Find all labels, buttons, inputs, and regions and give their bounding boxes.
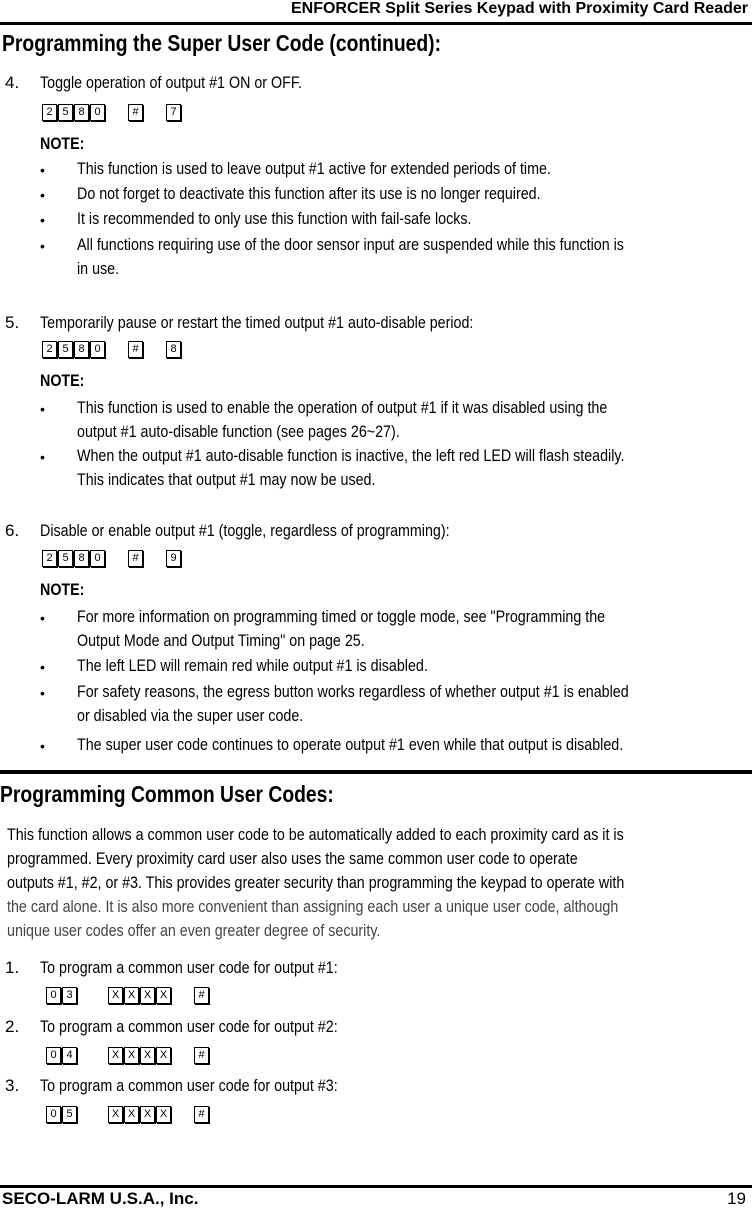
key-sequence	[46, 1047, 210, 1064]
keypad-key: X	[156, 987, 171, 1004]
bullet-glyph: •	[40, 738, 45, 754]
keypad-key: 0	[46, 1106, 61, 1123]
keypad-key: X	[124, 1047, 139, 1064]
note-bullet: This function is used to leave output #1 active for extended periods of time.	[77, 159, 551, 178]
step-text: Toggle operation of output #1 ON or OFF.	[40, 73, 302, 92]
note-bullet: The super user code continues to operate output #1 even while that output is disabled.	[77, 735, 624, 754]
step-number: 1.	[5, 958, 20, 977]
key-group	[46, 1047, 78, 1064]
keypad-key: 8	[74, 550, 89, 567]
paragraph-line: This function allows a common user code to be automatically added to each proximity card as it is	[7, 825, 624, 844]
bullet-glyph: •	[40, 401, 45, 417]
keypad-key: 3	[62, 987, 77, 1004]
key-group	[108, 987, 172, 1004]
keypad-key: 0	[46, 1047, 61, 1064]
page-number: 19	[727, 1189, 746, 1208]
key-group	[46, 987, 78, 1004]
keypad-key: #	[128, 104, 143, 121]
note-label: NOTE:	[40, 580, 85, 599]
keypad-key: X	[140, 1047, 155, 1064]
note-bullet: For more information on programming timed or toggle mode, see "Programming the Output Mode and Output Timing" on page 25.	[77, 607, 606, 650]
step-text: To program a common user code for output #1:	[40, 958, 338, 977]
note-bullet: Do not forget to deactivate this function after its use is no longer required.	[77, 184, 541, 203]
note-bullet: All functions requiring use of the door sensor input are suspended while this function is in use.	[77, 235, 624, 278]
keypad-key: #	[128, 341, 143, 358]
note-label: NOTE:	[40, 371, 85, 390]
keypad-key: X	[108, 1106, 123, 1123]
step-number: 3.	[5, 1076, 20, 1095]
bullet-glyph: •	[40, 685, 45, 701]
header-rule	[0, 22, 752, 25]
key-group	[42, 550, 106, 567]
note-bullet: When the output #1 auto-disable function is inactive, the left red LED will flash steadily. This indicates that output #1 may now be used.	[77, 446, 625, 489]
keypad-key: 7	[166, 104, 181, 121]
paragraph-line: outputs #1, #2, or #3. This provides greater security than programming the keypad to operate with	[7, 873, 625, 892]
section-heading-common-user: Programming Common User Codes:	[0, 781, 334, 807]
key-group	[46, 1106, 78, 1123]
running-header: ENFORCER Split Series Keypad with Proximity Card Reader	[290, 0, 748, 17]
keypad-key: 0	[90, 550, 105, 567]
keypad-key: 5	[58, 104, 73, 121]
step-text: To program a common user code for output #2:	[40, 1017, 338, 1036]
key-sequence	[42, 104, 182, 121]
bullet-glyph: •	[40, 187, 45, 203]
footer-company: SECO-LARM U.S.A., Inc.	[2, 1189, 199, 1208]
step-text: Disable or enable output #1 (toggle, regardless of programming):	[40, 521, 450, 540]
paragraph-line: the card alone. It is also more convenient than assigning each user a unique user code, although	[7, 897, 619, 916]
keypad-key: X	[140, 1106, 155, 1123]
keypad-key: 0	[90, 104, 105, 121]
note-bullet: This function is used to enable the operation of output #1 if it was disabled using the output #1 auto-disable function (see pages 26~27).	[77, 398, 608, 441]
note-bullet: It is recommended to only use this function with fail-safe locks.	[77, 209, 472, 228]
keypad-key: X	[140, 987, 155, 1004]
keypad-key: X	[156, 1106, 171, 1123]
paragraph-line: programmed. Every proximity card user also uses the same common user code to operate	[7, 849, 578, 868]
keypad-key: X	[156, 1047, 171, 1064]
bullet-glyph: •	[40, 449, 45, 465]
key-sequence	[46, 987, 210, 1004]
keypad-key: 5	[62, 1106, 77, 1123]
keypad-key: #	[194, 1106, 209, 1123]
key-sequence	[42, 550, 182, 567]
bullet-glyph: •	[40, 659, 45, 675]
keypad-key: 8	[74, 341, 89, 358]
footer-rule	[0, 1185, 752, 1188]
keypad-key: #	[194, 1047, 209, 1064]
keypad-key: 5	[58, 341, 73, 358]
step-number: 4.	[5, 73, 20, 92]
keypad-key: 9	[166, 550, 181, 567]
keypad-key: 2	[42, 104, 57, 121]
keypad-key: 0	[90, 341, 105, 358]
key-sequence	[46, 1106, 210, 1123]
bullet-glyph: •	[40, 610, 45, 626]
keypad-key: #	[194, 987, 209, 1004]
keypad-key: 2	[42, 341, 57, 358]
keypad-key: 8	[74, 104, 89, 121]
paragraph-line: unique user codes offer an even greater degree of security.	[7, 921, 381, 940]
keypad-key: X	[124, 1106, 139, 1123]
note-label: NOTE:	[40, 134, 85, 153]
step-text: To program a common user code for output #3:	[40, 1076, 338, 1095]
keypad-key: 8	[166, 341, 181, 358]
step-text: Temporarily pause or restart the timed output #1 auto-disable period:	[40, 313, 474, 332]
note-bullet: For safety reasons, the egress button works regardless of whether output #1 is enabled or disabled via the super user code.	[77, 682, 629, 725]
key-group	[42, 104, 106, 121]
section-heading-super-user: Programming the Super User Code (continued):	[2, 30, 442, 56]
step-number: 6.	[5, 521, 20, 540]
key-group	[108, 1047, 172, 1064]
step-number: 2.	[5, 1017, 20, 1036]
keypad-key: 5	[58, 550, 73, 567]
bullet-glyph: •	[40, 212, 45, 228]
keypad-key: 0	[46, 987, 61, 1004]
bullet-glyph: •	[40, 162, 45, 178]
keypad-key: 2	[42, 550, 57, 567]
keypad-key: X	[124, 987, 139, 1004]
keypad-key: X	[108, 987, 123, 1004]
bullet-glyph: •	[40, 238, 45, 254]
key-group	[42, 341, 106, 358]
keypad-key: 4	[62, 1047, 77, 1064]
keypad-key: X	[108, 1047, 123, 1064]
step-number: 5.	[5, 313, 20, 332]
key-group	[108, 1106, 172, 1123]
keypad-key: #	[128, 550, 143, 567]
note-bullet: The left LED will remain red while output #1 is disabled.	[77, 656, 428, 675]
section-rule	[0, 770, 752, 774]
key-sequence	[42, 341, 182, 358]
